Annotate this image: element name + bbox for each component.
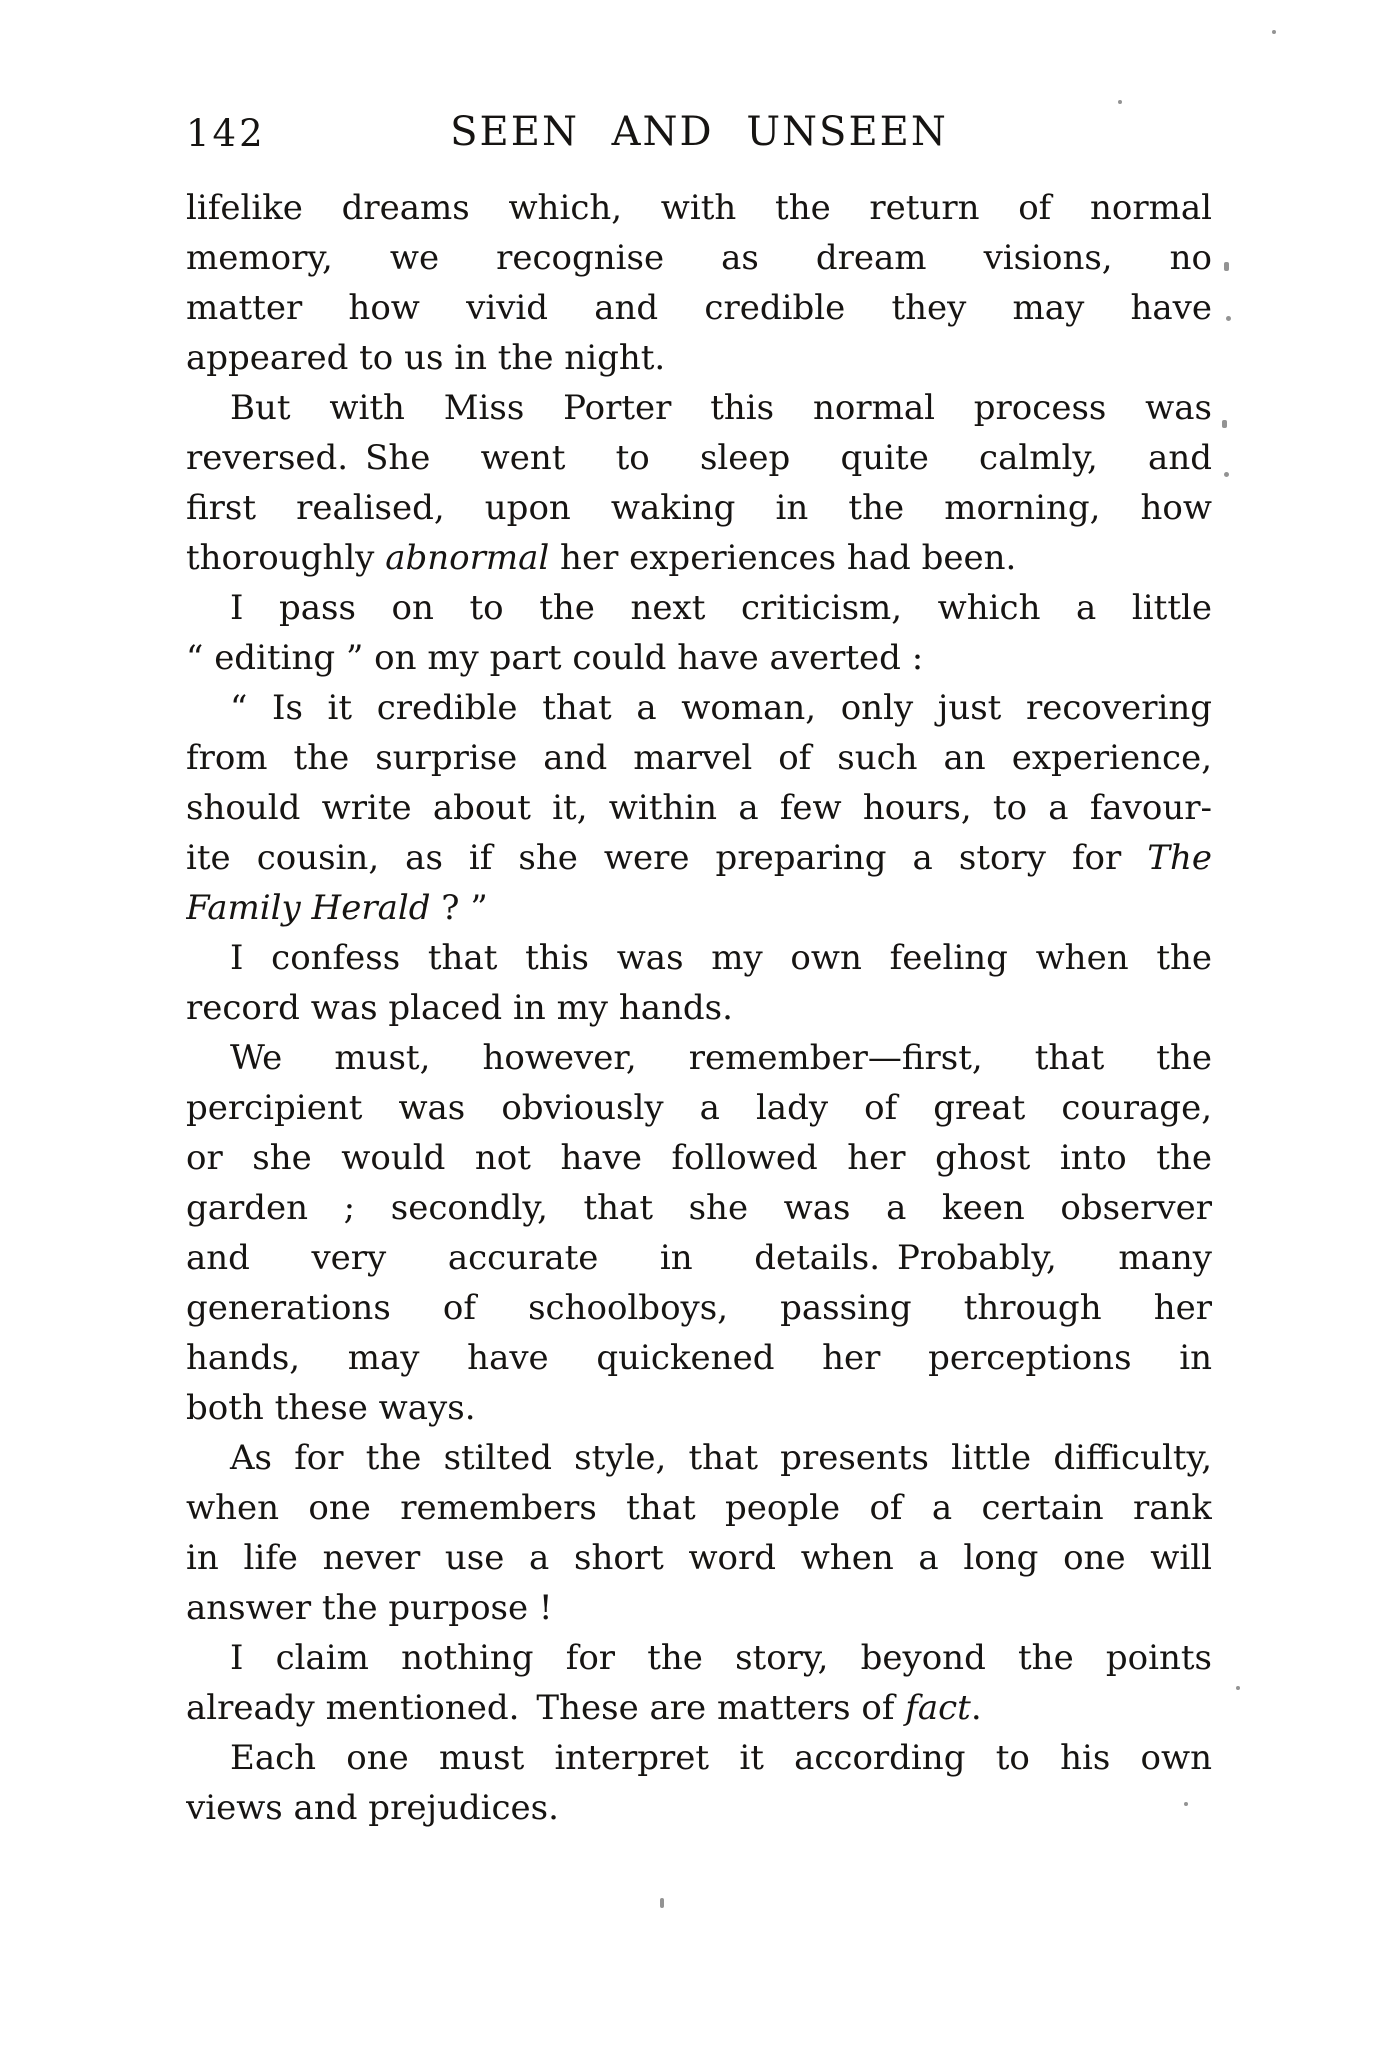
text-line: when one remembers that people of a certain rank [186, 1488, 1212, 1528]
text-line: both these ways. [186, 1388, 476, 1428]
text-line: As for the stilted style, that presents little difficulty, [230, 1438, 1212, 1478]
page-text [186, 183, 1212, 1833]
text-line: matter how vivid and credible they may have [186, 288, 1212, 328]
text-line: garden ; secondly, that she was a keen observer [186, 1188, 1212, 1228]
text-line: I confess that this was my own feeling when the [230, 938, 1212, 978]
scan-speck [1222, 420, 1227, 428]
text-line: record was placed in my hands. [186, 988, 733, 1028]
text-line: answer the purpose ! [186, 1588, 553, 1628]
text-line: in life never use a short word when a long one will [186, 1538, 1212, 1578]
text-line: thoroughly abnormal her experiences had been. [186, 538, 1017, 578]
text-line: Family Herald ? ” [186, 888, 488, 928]
scan-speck [1224, 472, 1229, 477]
text-line: Each one must interpret it according to his own [230, 1738, 1212, 1778]
text-line: appeared to us in the night. [186, 338, 666, 378]
scan-speck [1118, 100, 1122, 104]
text-line: or she would not have followed her ghost into the [186, 1138, 1212, 1178]
text-line: “ editing ” on my part could have averted : [186, 638, 924, 678]
text-line: We must, however, remember—first, that the [230, 1038, 1212, 1078]
scan-speck [660, 1898, 664, 1908]
text-line: should write about it, within a few hours, to a favour- [186, 788, 1212, 828]
scan-speck [1224, 262, 1229, 271]
text-line: “ Is it credible that a woman, only just recovering [230, 688, 1212, 728]
book-title: SEEN AND UNSEEN [450, 109, 948, 155]
text-line: first realised, upon waking in the morning, how [186, 488, 1212, 528]
text-line: and very accurate in details. Probably, many [186, 1238, 1212, 1278]
scan-speck [1226, 316, 1231, 321]
text-line: lifelike dreams which, with the return of normal [186, 188, 1212, 228]
text-line: generations of schoolboys, passing through her [186, 1288, 1212, 1328]
text-line: from the surprise and marvel of such an experience, [186, 738, 1212, 778]
page-number: 142 [186, 112, 266, 155]
text-line: hands, may have quickened her perceptions in [186, 1338, 1212, 1378]
text-line: percipient was obviously a lady of great courage, [186, 1088, 1212, 1128]
scan-speck [1272, 30, 1276, 34]
text-line: already mentioned. These are matters of fact. [186, 1688, 982, 1728]
text-line: memory, we recognise as dream visions, no [186, 238, 1212, 278]
text-line: reversed. She went to sleep quite calmly, and [186, 438, 1212, 478]
running-header [186, 108, 1212, 156]
text-line: views and prejudices. [186, 1788, 559, 1828]
scan-speck [1184, 1802, 1188, 1806]
text-line: But with Miss Porter this normal process was [230, 388, 1212, 428]
text-line: I pass on to the next criticism, which a little [230, 588, 1212, 628]
scan-speck [1236, 1686, 1240, 1690]
text-line: I claim nothing for the story, beyond the points [230, 1638, 1212, 1678]
text-line: ite cousin, as if she were preparing a story for The [186, 838, 1212, 878]
